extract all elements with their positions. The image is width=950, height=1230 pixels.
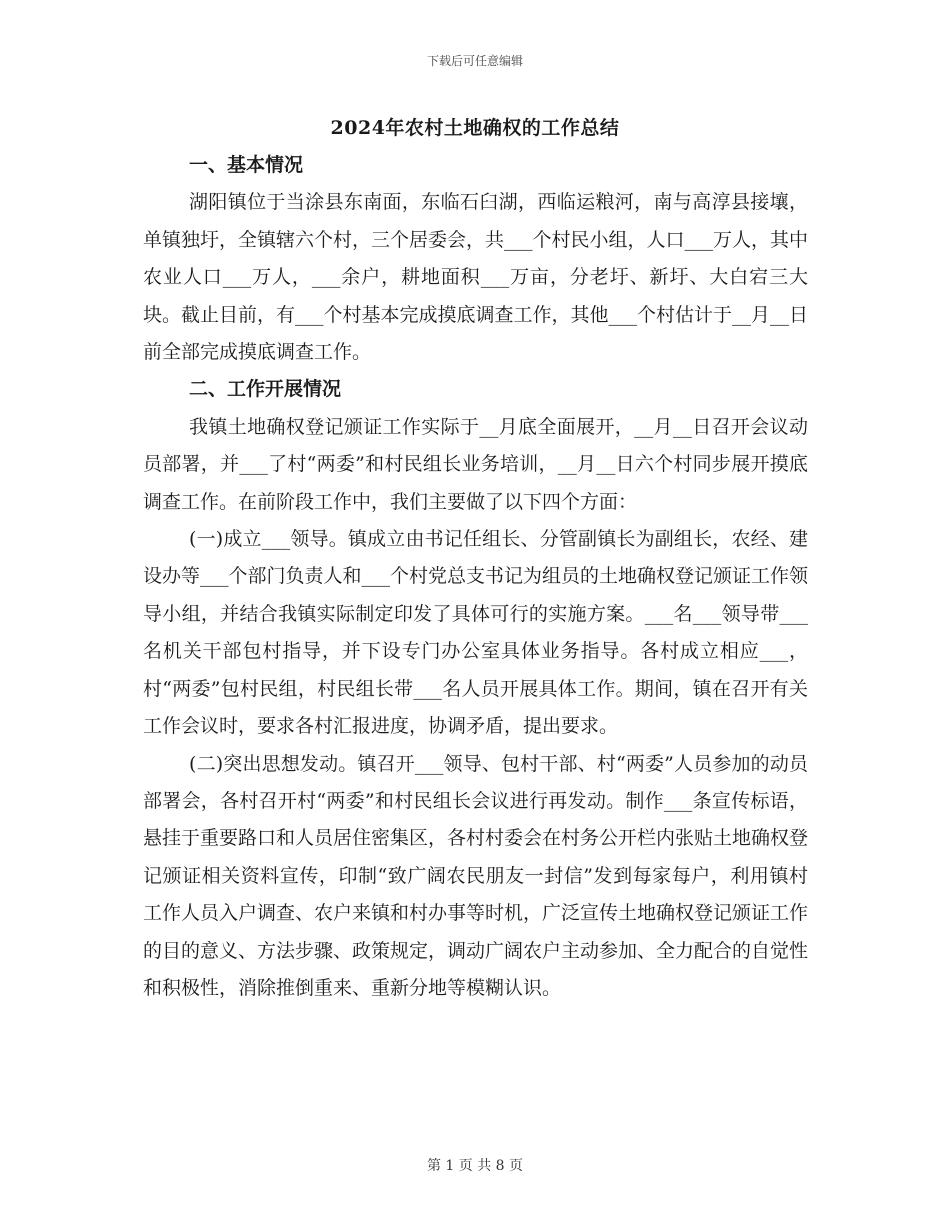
section-heading-basic-situation: 一、基本情况 (189, 154, 304, 176)
page-number: 第 1 页 共 8 页 (426, 1158, 524, 1174)
paragraph-basic-situation: 湖阳镇位于当涂县东南面，东临石臼湖，西临运粮河，南与高淳县接壤，单镇独圩，全镇辖六个村，三个居委会，共___个村民小组，人口___万人，其中农业人口___万人，___余户，耕地面积___万亩，分老圩、新圩、大白宕三大块。截止目前，有___个村基本完成摸底调查工作，其他___个村估计于__月__日前全部完成摸底调查工作。 (143, 191, 809, 364)
paragraph-work-overview: 我镇土地确权登记颁证工作实际于__月底全面展开，__月__日召开会议动员部署，并___了村“两委”和村民组长业务培训，__月__日六个村同步展开摸底调查工作。在前阶段工作中，我们主要做了以下四个方面： (143, 415, 808, 513)
document-title: 2024年农村土地确权的工作总结 (330, 117, 620, 139)
document-body (143, 147, 808, 1007)
paragraph-establish-leadership: (一)成立___领导。镇成立由书记任组长、分管副镇长为副组长，农经、建设办等___个部门负责人和___个村党总支书记为组员的土地确权登记颁证工作领导小组，并结合我镇实际制定印发了具体可行的实施方案。___名___领导带___名机关干部包村指导，并下设专门办公室具体业务指导。各村成立相应___，村“两委”包村民组，村民组长带___名人员开展具体工作。期间，镇在召开有关工作会议时，要求各村汇报进度，协调矛盾，提出要求。 (143, 528, 809, 738)
page-header-note: 下载后可任意编辑 (426, 54, 523, 68)
paragraph-ideological-mobilization: (二)突出思想发动。镇召开___领导、包村干部、村“两委”人员参加的动员部署会，各村召开村“两委”和村民组长会议进行再发动。制作___条宣传标语，悬挂于重要路口和人员居住密集区，各村村委会在村务公开栏内张贴土地确权登记颁证相关资料宣传，印制“致广阔农民朋友一封信”发到每家每户，利用镇村工作人员入户调查、农户来镇和村办事等时机，广泛宣传土地确权登记颁证工作的目的意义、方法步骤、政策规定，调动广阔农户主动参加、全力配合的自觉性和积极性，消除推倒重来、重新分地等模糊认识。 (143, 752, 809, 999)
section-heading-work-progress: 二、工作开展情况 (189, 378, 342, 401)
